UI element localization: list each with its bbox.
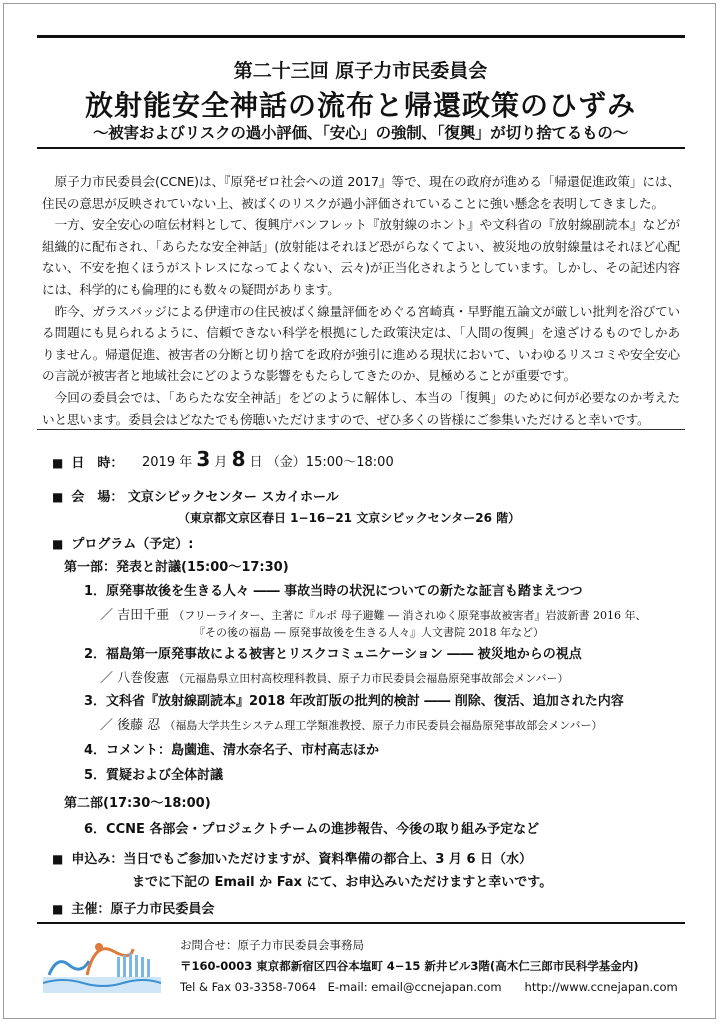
program-item-5: 5．質疑および全体討議 (84, 768, 224, 783)
date-month-unit: 月 (214, 455, 228, 470)
bullet-icon: ■ (52, 852, 64, 866)
date-value (142, 447, 394, 471)
intro-paragraph-2: 一方、安全安心の喧伝材料として、復興庁パンフレット『放射線のホント』や文科省の『放射線副読本』などが組織的に配布され、「あらたな安全神話」(放射能はそれほど恐がらなくてよい、被災地の放射線量はそれほど心配ない、不安を抱くほうがストレスになってよくない、云々)が正当化されようとしています。しかし、その記述内容には、科学的にも倫理的にも数々の疑問があります。 (42, 217, 681, 297)
section-divider (37, 429, 685, 430)
ccne-logo-icon (43, 935, 161, 993)
bullet-icon: ■ (52, 902, 64, 916)
speaker-2-name: ／ 八巻俊憲 (100, 671, 170, 686)
date-year: 2019 年 (142, 455, 193, 470)
venue-address: （東京都文京区春日 1−16−21 文京シビックセンター26 階） (178, 511, 521, 525)
venue-label: 会 場： (71, 490, 124, 505)
program-heading (52, 533, 193, 552)
contact-details: Tel & Fax 03-3358-7064 E-mail: email@ccnejapan.com http://www.ccnejapan.com (180, 980, 678, 994)
host-name: 原子力市民委員会 (110, 902, 215, 917)
footer-rule (37, 922, 685, 924)
speaker-3-note: （福島大学共生システム理工学類准教授、原子力市民委員会福島原発事故部会メンバー） (164, 719, 603, 732)
contact-address: 〒160-0003 東京都新宿区四谷本塩町 4−15 新井ビル3階(高木仁三郎市民科学基金内) (180, 959, 639, 973)
program-item-6: 6．CCNE 各部会・プロジェクトチームの進捗報告、今後の取り組み予定など (84, 822, 540, 837)
speaker-1-note-b: 『その後の福島 ― 原発事故後を生きる人々』人文書院 2018 年など） (194, 626, 544, 639)
date-month: 3 (196, 447, 211, 471)
venue-row (52, 486, 339, 505)
part1-heading: 第一部：発表と討議(15:00～17:30) (64, 560, 289, 575)
program-item-4: 4．コメント：島薗進、清水奈名子、市村高志ほか (84, 743, 380, 758)
speaker-3 (100, 714, 603, 733)
program-label: プログラム（予定）: (71, 537, 194, 552)
page-title: 放射能安全神話の流布と帰還政策のひずみ (84, 89, 636, 122)
bullet-icon: ■ (52, 537, 64, 551)
bullet-icon: ■ (52, 456, 64, 470)
intro-paragraph-3: 昨今、ガラスバッジによる伊達市の住民被ばく線量評価をめぐる宮崎真・早野龍五論文が厳しい批判を浴びている問題にも見られるように、信頼できない科学を根拠にした政策決定は、「人間の復興」を遠ざけるものでしかありません。帰還促進、被害者の分断と切り捨てを政府が強引に進める現状において、いわゆるリスコミや安全安心の言説が被害者と地域社会にどのような影響をもたらしてきたのか、見極めることが重要です。 (42, 303, 680, 384)
speaker-2-note: （元福島県立田村高校理科教員、原子力市民委員会福島原発事故部会メンバー） (173, 672, 569, 685)
speaker-1-note-a: （フリーライター、主著に『ルポ 母子避難 ― 消されゆく原発事故被害者』岩波新書 2016 年、 (173, 609, 647, 622)
top-rule (37, 35, 685, 38)
program-item-1: 1．原発事故後を生きる人々 ―― 事故当時の状況についての新たな証言も踏まえつつ (84, 584, 583, 599)
apply-text-2: までに下記の Email か Fax にて、お申込みいただけますと幸いです。 (132, 875, 553, 890)
apply-row (52, 848, 532, 867)
intro-text (42, 171, 680, 430)
program-item-3: 3．文科省『放射線副読本』2018 年改訂版の批判的検討 ―― 削除、復活、追加された内容 (84, 694, 624, 709)
speaker-1 (100, 604, 647, 623)
bullet-icon: ■ (52, 490, 64, 504)
speaker-2 (100, 667, 569, 686)
contact-label: お問合せ：原子力市民委員会事務局 (180, 938, 364, 952)
host-row (52, 898, 214, 917)
apply-text-1: 当日でもご参加いただけますが、資料準備の都合上、3 月 6 日（水） (123, 852, 533, 867)
speaker-3-name: ／ 後藤 忍 (100, 718, 161, 733)
intro-paragraph-4: 今回の委員会では、「あらたな安全神話」をどのように解体し、本当の「復興」のために何が必要なのか考えたいと思います。委員会はどなたでも傍聴いただけますので、ぜひ多くの皆様にご参集いただけると幸いです。 (42, 389, 680, 427)
title-tagline: ～被害およびリスクの過小評価、「安心」の強制、「復興」が切り捨てるもの～ (93, 123, 628, 142)
intro-paragraph-1: 原子力市民委員会(CCNE)は、『原発ゼロ社会への道 2017』等で、現在の政府が進める「帰還促進政策」には、住民の意思が反映されていない上、被ばくのリスクが過小評価されていることに強い懸念を表明してきました。 (42, 174, 680, 211)
program-item-2: 2．福島第一原発事故による被害とリスクコミュニケーション ―― 被災地からの視点 (84, 647, 582, 662)
title-rule (37, 147, 685, 149)
part2-heading: 第二部(17:30～18:00) (64, 796, 211, 811)
venue-name: 文京シビックセンター スカイホール (127, 490, 339, 505)
date-row (52, 452, 123, 471)
date-day: 8 (231, 447, 246, 471)
date-weekday-time: （金）15:00～18:00 (266, 455, 394, 470)
date-label: 日 時： (71, 456, 124, 471)
event-number: 第二十三回 原子力市民委員会 (233, 60, 488, 82)
speaker-1-name: ／ 吉田千亜 (100, 608, 170, 623)
date-day-unit: 日 (249, 455, 263, 470)
apply-label: 申込み： (71, 852, 124, 867)
host-label: 主催： (71, 902, 111, 917)
